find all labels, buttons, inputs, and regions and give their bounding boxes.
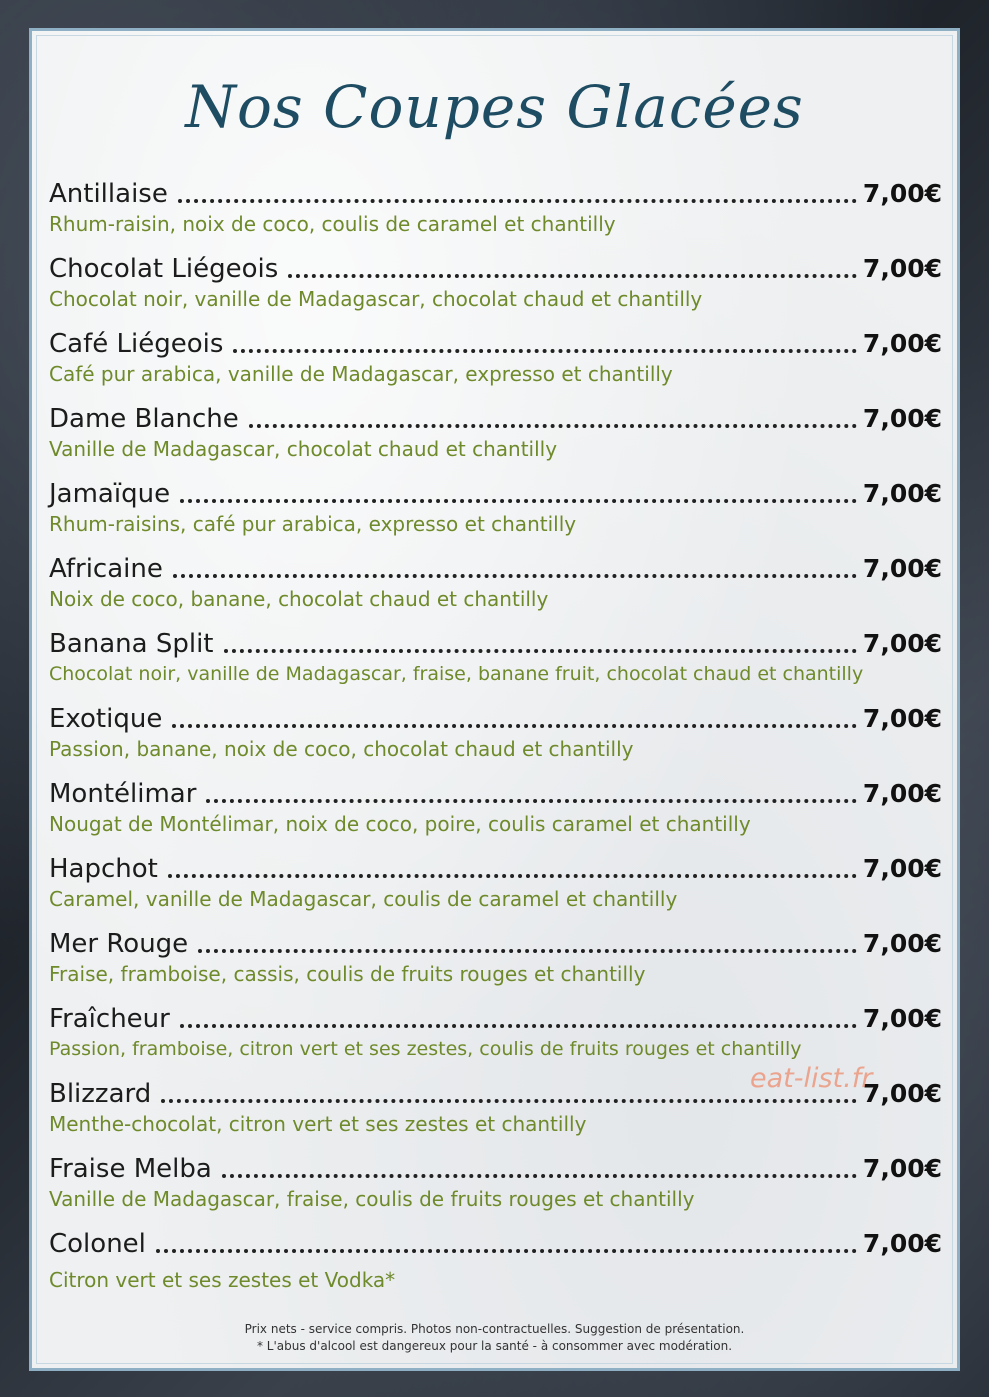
- item-price: 7,00€: [862, 179, 942, 208]
- item-description: Vanille de Madagascar, chocolat chaud et chantilly: [49, 437, 558, 461]
- menu-card: [29, 28, 960, 1371]
- item-name: Antillaise: [49, 179, 168, 209]
- dot-leader: [180, 499, 857, 503]
- dot-leader: [156, 1249, 857, 1253]
- menu-item: [49, 924, 942, 999]
- item-description: Passion, banane, noix de coco, chocolat chaud et chantilly: [49, 737, 634, 761]
- item-price: 7,00€: [862, 1004, 942, 1033]
- item-description: Nougat de Montélimar, noix de coco, poire, coulis caramel et chantilly: [49, 812, 751, 836]
- item-price: 7,00€: [862, 929, 942, 958]
- item-price: 7,00€: [862, 779, 942, 808]
- menu-item: [49, 1149, 942, 1224]
- item-name: Jamaïque: [49, 479, 171, 509]
- footer-line-1: Prix nets - service compris. Photos non-contractuelles. Suggestion de présentation.: [244, 1322, 745, 1336]
- item-price: 7,00€: [862, 854, 942, 883]
- item-price: 7,00€: [862, 554, 942, 583]
- item-description: Noix de coco, banane, chocolat chaud et chantilly: [49, 587, 549, 611]
- footer-notes: [32, 1321, 957, 1355]
- item-price: 7,00€: [862, 704, 942, 733]
- menu-item: [49, 474, 942, 549]
- item-description: Rhum-raisins, café pur arabica, expresso et chantilly: [49, 512, 577, 536]
- item-price: 7,00€: [862, 404, 942, 433]
- dot-leader: [206, 799, 857, 803]
- item-description: Chocolat noir, vanille de Madagascar, fraise, banane fruit, chocolat chaud et chantilly: [49, 663, 864, 685]
- item-description: Fraise, framboise, cassis, coulis de fruits rouges et chantilly: [49, 962, 646, 986]
- item-name: Montélimar: [49, 779, 197, 809]
- item-name: Banana Split: [49, 629, 214, 659]
- dot-leader: [178, 199, 857, 203]
- dot-leader: [173, 574, 857, 578]
- dot-leader: [288, 274, 857, 278]
- watermark: eat-list.fr: [750, 1063, 873, 1094]
- menu-item: [49, 249, 942, 324]
- item-price: 7,00€: [862, 1079, 942, 1108]
- item-description: Vanille de Madagascar, fraise, coulis de fruits rouges et chantilly: [49, 1187, 695, 1211]
- menu-item: [49, 174, 942, 249]
- item-price: 7,00€: [862, 254, 942, 283]
- menu-item: [49, 399, 942, 474]
- menu-item: [49, 1224, 942, 1299]
- item-price: 7,00€: [862, 1154, 942, 1183]
- item-description: Citron vert et ses zestes et Vodka*: [49, 1268, 396, 1292]
- item-description: Café pur arabica, vanille de Madagascar, expresso et chantilly: [49, 362, 673, 386]
- item-name: Blizzard: [49, 1079, 152, 1109]
- item-name: Mer Rouge: [49, 929, 189, 959]
- item-price: 7,00€: [862, 479, 942, 508]
- dot-leader: [172, 724, 857, 728]
- item-description: Menthe-chocolat, citron vert et ses zestes et chantilly: [49, 1112, 587, 1136]
- item-description: Passion, framboise, citron vert et ses zestes, coulis de fruits rouges et chantilly: [49, 1038, 802, 1060]
- item-description: Chocolat noir, vanille de Madagascar, chocolat chaud et chantilly: [49, 287, 703, 311]
- item-name: Fraise Melba: [49, 1154, 212, 1184]
- menu-item: [49, 774, 942, 849]
- item-name: Dame Blanche: [49, 404, 239, 434]
- item-price: 7,00€: [862, 329, 942, 358]
- item-name: Café Liégeois: [49, 329, 224, 359]
- item-price: 7,00€: [862, 1229, 942, 1258]
- item-name: Exotique: [49, 704, 163, 734]
- menu-items-list: [49, 174, 942, 1299]
- menu-item: [49, 324, 942, 399]
- dot-leader: [222, 1174, 857, 1178]
- dot-leader: [249, 424, 857, 428]
- item-description: Caramel, vanille de Madagascar, coulis de caramel et chantilly: [49, 887, 678, 911]
- menu-item: [49, 849, 942, 924]
- menu-item: [49, 549, 942, 624]
- item-description: Rhum-raisin, noix de coco, coulis de caramel et chantilly: [49, 212, 616, 236]
- footer-line-2: * L'abus d'alcool est dangereux pour la santé - à consommer avec modération.: [256, 1339, 733, 1353]
- dot-leader: [224, 649, 857, 653]
- dot-leader: [161, 1099, 857, 1103]
- menu-item: [49, 624, 942, 699]
- dot-leader: [180, 1024, 857, 1028]
- item-name: Africaine: [49, 554, 163, 584]
- menu-item: [49, 699, 942, 774]
- item-name: Hapchot: [49, 854, 158, 884]
- item-price: 7,00€: [862, 629, 942, 658]
- dot-leader: [233, 349, 857, 353]
- dot-leader: [168, 874, 857, 878]
- dot-leader: [198, 949, 857, 953]
- item-name: Chocolat Liégeois: [49, 254, 279, 284]
- item-name: Fraîcheur: [49, 1004, 170, 1034]
- item-name: Colonel: [49, 1229, 146, 1259]
- menu-title: Nos Coupes Glacées: [185, 73, 804, 141]
